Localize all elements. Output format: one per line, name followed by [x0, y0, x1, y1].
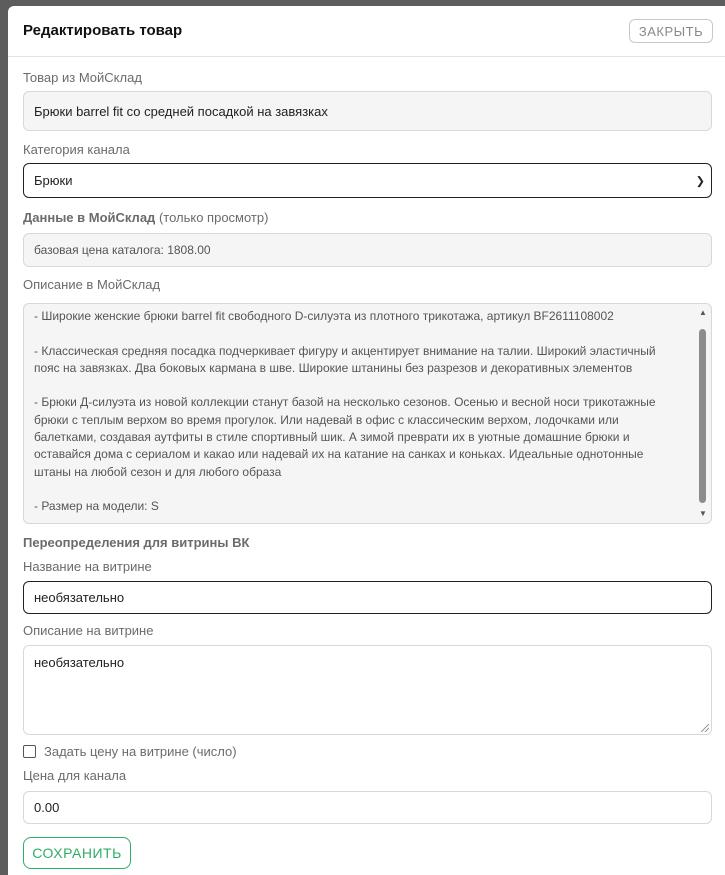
category-selected-value: Брюки [34, 173, 73, 188]
catalog-price-text: базовая цена каталога: 1808.00 [34, 243, 211, 257]
moysklad-description[interactable] [23, 303, 712, 524]
description-label: Описание в МойСклад [23, 277, 161, 292]
moysklad-data-heading [23, 210, 268, 225]
set-price-row[interactable] [23, 744, 237, 759]
product-field [23, 91, 712, 131]
vk-description-label: Описание на витрине [23, 623, 154, 638]
chevron-down-icon: ❯ [695, 175, 705, 187]
vk-name-placeholder: необязательно [34, 590, 125, 605]
description-text: - Широкие женские брюки barrel fit свободного D-силуэта из плотного трикотажа, артикул BF2611108002 - Классическая средняя посадка подчеркивает фигуру и акцентирует внимание на талии. Широкий эластичный пояс на завязках. Два боковых кармана в шве. Широкие штанины без разрезов и декоративных элементов - Брюки Д-силуэта из новой коллекции станут базой на несколько сезонов. Осенью и весной носи трикотажные брюки с теплым верхом во время прогулок. Или надевай в офис с классическим верхом, лодочками или балетками, создавая аутфиты в стиле спортивный шик. А зимой преврати их в уютные домашние брюки и оставайся дома с сериалом и какао или надевай их на катание на санках и коньках. Идеальные однотонные штаны на любой сезон и для любого образа - Размер на модели: S [34, 309, 656, 514]
vk-name-label: Название на витрине [23, 559, 152, 574]
moysklad-data-note: (только просмотр) [158, 210, 269, 225]
save-button[interactable]: СОХРАНИТЬ [23, 837, 131, 869]
category-label: Категория канала [23, 142, 130, 157]
channel-price-label: Цена для канала [23, 768, 127, 783]
modal-title: Редактировать товар [23, 22, 183, 39]
scroll-up-icon[interactable]: ▲ [699, 308, 707, 317]
vk-description-placeholder: необязательно [34, 655, 125, 670]
vk-description-input[interactable] [23, 645, 712, 735]
channel-price-input[interactable] [23, 791, 712, 824]
vk-overrides-title: Переопределения для витрины ВК [23, 535, 250, 550]
description-scrollbar[interactable] [696, 305, 710, 522]
modal-header [8, 6, 725, 57]
set-price-label[interactable]: Задать цену на витрине (число) [44, 744, 237, 759]
close-button[interactable]: ЗАКРЫТЬ [629, 19, 713, 43]
vk-name-input[interactable] [23, 581, 712, 614]
scroll-thumb[interactable] [699, 329, 706, 503]
resize-grip-icon[interactable] [701, 724, 709, 732]
edit-product-modal [8, 6, 725, 875]
product-value: Брюки barrel fit со средней посадкой на завязках [34, 103, 328, 119]
moysklad-data-title: Данные в МойСклад [23, 210, 156, 225]
category-select[interactable] [23, 163, 712, 198]
catalog-price-field [23, 233, 712, 267]
vk-overrides-heading [23, 535, 249, 550]
channel-price-value: 0.00 [34, 800, 60, 815]
set-price-checkbox[interactable] [23, 745, 36, 758]
product-label: Товар из МойСклад [23, 70, 142, 85]
scroll-down-icon[interactable]: ▼ [699, 509, 707, 518]
